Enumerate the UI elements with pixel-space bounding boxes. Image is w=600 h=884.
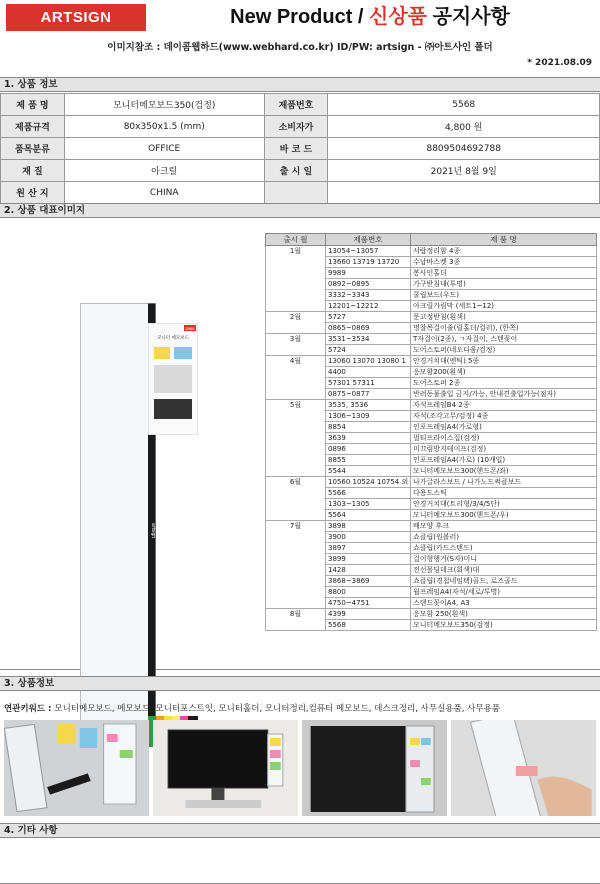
section-etc: 4. 기타 사항 (0, 823, 600, 838)
keywords-text: 모니터메모보드, 메모보드, 모니터포스트잇, 모니터홀더, 모니터정리,컴퓨터 메모보드, 데스크정리, 사무실용품, 사무용품 (54, 704, 500, 714)
label-code: 제품번호 (264, 94, 328, 116)
release-code: 0892~0895 (326, 279, 411, 290)
release-month: 2월 (266, 312, 326, 334)
value-name: 모니터메모보드350(검정) (64, 94, 264, 116)
release-month: 6월 (266, 477, 326, 521)
package-sticky-yellow (154, 347, 170, 359)
release-code: 57301 57311 (326, 378, 411, 389)
release-product-name: 멀티프라이스집(검정) (411, 433, 597, 444)
release-code: 4399 (326, 609, 411, 620)
release-product-name: 수납바스켓 3종 (411, 257, 597, 268)
release-code: 13660 13719 13720 (326, 257, 411, 268)
release-product-name: 자석프레임B4 2종 (411, 400, 597, 411)
release-code: 3899 (326, 554, 411, 565)
release-product-name: 자석(조각고무/검정) 4종 (411, 411, 597, 422)
value-code: 5568 (328, 94, 600, 116)
release-row (266, 334, 597, 345)
release-product-name: 쇼클립(원볼러) (411, 532, 597, 543)
label-empty (264, 182, 328, 204)
release-product-name: 인포프레임A4(가로) (10개입) (411, 455, 597, 466)
release-row (266, 477, 597, 488)
release-product-name: 인포프레임A4(가로형) (411, 422, 597, 433)
release-code: 4400 (326, 367, 411, 378)
keywords-label: 연관키워드 : (4, 704, 55, 714)
label-barcode: 바 코 드 (264, 138, 328, 160)
release-code: 12201~12212 (326, 301, 411, 312)
label-price: 소비자가 (264, 116, 328, 138)
release-code: 13054~13057 (326, 246, 411, 257)
label-category: 품목분류 (1, 138, 65, 160)
release-code: 0896 (326, 444, 411, 455)
release-product-name: 모니터메모보드300(핸드폰/좌) (411, 466, 597, 477)
label-material: 재 질 (1, 160, 65, 182)
section-main-image: 2. 상품 대표이미지 (0, 203, 600, 218)
release-product-name: 서랍정리함 4종 (411, 246, 597, 257)
release-code: 0865~0869 (326, 323, 411, 334)
brand-text: artsign (150, 523, 156, 539)
release-product-name: 미끄럼방지테이프(검정) (411, 444, 597, 455)
release-code: 10560 10524 10754 외 (326, 477, 411, 488)
release-code: 3535, 3536 (326, 400, 411, 411)
release-month: 8월 (266, 609, 326, 631)
release-product-name: 응모함200(흰색) (411, 367, 597, 378)
value-empty (328, 182, 600, 204)
release-month: 3월 (266, 334, 326, 356)
release-product-name: 배모양 후크 (411, 521, 597, 532)
release-product-name: 도어스토퍼 2종 (411, 378, 597, 389)
release-row (266, 246, 597, 257)
release-code: 5727 (326, 312, 411, 323)
section-product-details: 3. 상품정보 (0, 676, 600, 691)
release-code: 3531~3534 (326, 334, 411, 345)
title-highlight: 신상품 (369, 6, 428, 28)
release-code: 9989 (326, 268, 411, 279)
image-reference-note: 이미지참조 : 데이콤웹하드(www.webhard.co.kr) ID/PW: artsign - ㈜아트사인 폴더 (107, 42, 493, 53)
package-title: 모니터 메모보드 (157, 336, 189, 341)
release-code: 3639 (326, 433, 411, 444)
release-code: 3332~3343 (326, 290, 411, 301)
release-month: 5월 (266, 400, 326, 477)
etc-content (0, 839, 600, 884)
value-spec: 80x350x1.5 (mm) (64, 116, 264, 138)
page-title (150, 2, 590, 32)
release-product-name: 전선몰딩데크(회색)대 (411, 565, 597, 576)
release-code: 1306~1309 (326, 411, 411, 422)
release-product-name: 쇼클립(경첩네임택)골드, 로즈골드 (411, 576, 597, 587)
release-code: 8855 (326, 455, 411, 466)
release-product-name: 가구받침대(투명) (411, 279, 597, 290)
product-info-table (0, 93, 600, 204)
release-table (265, 233, 597, 631)
detail-photo-4 (451, 720, 596, 816)
notice-date: * 2021.08.09 (527, 58, 592, 68)
release-code: 4750~4751 (326, 598, 411, 609)
package-monitor (154, 399, 192, 419)
release-product-name: 걸이형행거(S자)미니 (411, 554, 597, 565)
section-product-info: 1. 상품 정보 (0, 77, 600, 92)
release-code: 13060 13070 13080 1 (326, 356, 411, 367)
release-row (266, 312, 597, 323)
value-origin: CHINA (64, 182, 264, 204)
release-code: 3897 (326, 543, 411, 554)
value-price: 4,800 원 (328, 116, 600, 138)
release-product-name: 쿨립보드(우드) (411, 290, 597, 301)
release-product-name: T자걸이(2종), ㄱ자걸이, 스텐꽂이 (411, 334, 597, 345)
release-code: 5564 (326, 510, 411, 521)
release-product-name: 스탠드꽂이A4, A3 (411, 598, 597, 609)
release-code: 3900 (326, 532, 411, 543)
release-code: 1428 (326, 565, 411, 576)
release-row (266, 356, 597, 367)
release-month: 7월 (266, 521, 326, 609)
release-product-name: 모니터메모보드350(검정) (411, 620, 597, 631)
value-category: OFFICE (64, 138, 264, 160)
title-prefix: New Product / (230, 6, 370, 28)
release-header-month: 출시 월 (266, 234, 326, 246)
release-code: 3868~3869 (326, 576, 411, 587)
release-code: 5566 (326, 488, 411, 499)
release-product-name: 안경거치대(엔틱) 5종 (411, 356, 597, 367)
detail-photo-1 (4, 720, 149, 816)
release-row (266, 521, 597, 532)
value-material: 아크릴 (64, 160, 264, 182)
release-header-name: 제 품 명 (411, 234, 597, 246)
release-code: 1303~1305 (326, 499, 411, 510)
title-suffix: 공지사항 (427, 6, 510, 28)
release-product-name: 반려동물출입 금지/가능, 안내견출입가능(점자) (411, 389, 597, 400)
release-product-name: 모니터메모보드300(핸드폰/우) (411, 510, 597, 521)
keywords (4, 702, 598, 714)
label-release: 출 시 일 (264, 160, 328, 182)
release-product-name: 문고정받침(흰색) (411, 312, 597, 323)
release-product-name: 쇼클립(카드스탠드) (411, 543, 597, 554)
release-product-name: 월프레임A4(자석/세로/투명) (411, 587, 597, 598)
release-row (266, 609, 597, 620)
value-release: 2021년 8월 9일 (328, 160, 600, 182)
detail-photo-3 (302, 720, 447, 816)
release-month: 4월 (266, 356, 326, 400)
label-origin: 원 산 지 (1, 182, 65, 204)
release-code: 0875~0877 (326, 389, 411, 400)
release-code: 5724 (326, 345, 411, 356)
brand-logo: ARTSIGN (6, 4, 146, 31)
package-photo (154, 365, 192, 393)
release-row (266, 400, 597, 411)
release-code: 8854 (326, 422, 411, 433)
release-header-code: 제품번호 (326, 234, 411, 246)
release-code: 5568 (326, 620, 411, 631)
release-code: 3898 (326, 521, 411, 532)
label-spec: 제품규격 (1, 116, 65, 138)
value-barcode: 8809504692788 (328, 138, 600, 160)
package-tag-text: 5568 (185, 326, 195, 331)
release-product-name: 봉사인홀더 (411, 268, 597, 279)
release-month: 1월 (266, 246, 326, 312)
detail-photos (4, 720, 596, 816)
release-product-name: 아크릴가림막 (세트1~12) (411, 301, 597, 312)
detail-photo-2 (153, 720, 298, 816)
release-product-name: 안경거치대(트리형/3/4/5단) (411, 499, 597, 510)
package-sticky-blue (174, 347, 192, 359)
release-code: 8800 (326, 587, 411, 598)
release-code: 5544 (326, 466, 411, 477)
release-product-name: 응모함 250(흰색) (411, 609, 597, 620)
package-image (148, 323, 198, 435)
release-product-name: 다용도스틱 (411, 488, 597, 499)
release-product-name: 나가글라스보드 / 나가노드써클보드 (411, 477, 597, 488)
release-product-name: 도어스토퍼(네오디움/검정) (411, 345, 597, 356)
release-product-name: 명찰목걸이줄(릴홀더/컬러), (한쪽) (411, 323, 597, 334)
label-name: 제 품 명 (1, 94, 65, 116)
